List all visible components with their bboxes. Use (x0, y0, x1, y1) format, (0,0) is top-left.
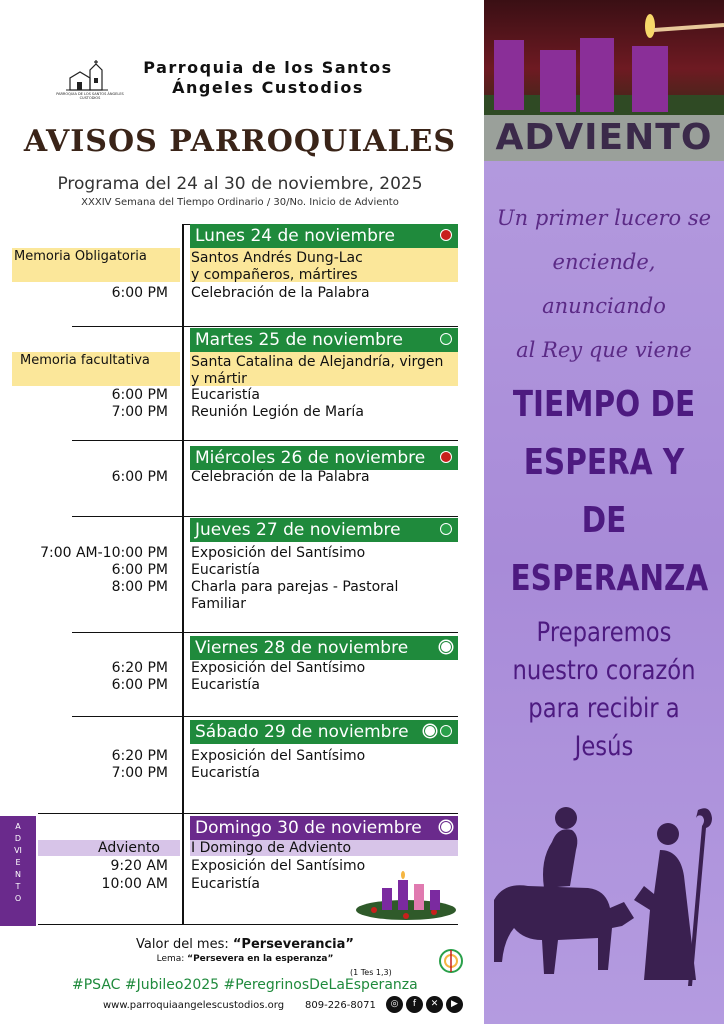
rule (72, 516, 458, 517)
event-time: 8:00 PM (111, 579, 168, 595)
parish-name-line-1: Parroquia de los Santos (143, 58, 393, 77)
event-name: Celebración de la Palabra (191, 285, 370, 301)
event-time: 7:00 AM-10:00 PM (40, 545, 168, 561)
prep-line: nuestro corazón (512, 655, 696, 686)
day-header-label: Martes 25 de noviembre (195, 330, 403, 350)
day-header-label: Sábado 29 de noviembre (195, 722, 409, 742)
rule (38, 924, 458, 925)
event-name: Eucaristía (191, 677, 260, 693)
holy-family-silhouette-icon (484, 790, 724, 1020)
day-header-label: Jueves 27 de noviembre (195, 520, 401, 540)
event-name: Exposición del Santísimo (191, 545, 366, 561)
event-time: 10:00 AM (101, 876, 168, 892)
memoria-saint: Santos Andrés Dung-Lac (191, 250, 363, 266)
script-line: enciende, anunciando (542, 250, 666, 318)
day-header-label: Domingo 30 de noviembre (195, 818, 422, 838)
white-liturgical-dot-icon (440, 821, 452, 833)
x-icon[interactable]: ✕ (426, 996, 443, 1013)
day-header-tuesday (190, 328, 458, 352)
parish-logo (56, 60, 124, 104)
motto-prefix: Lema: (156, 954, 188, 964)
white-liturgical-dot-icon (424, 725, 436, 737)
schedule-divider (182, 224, 184, 924)
advent-wreath-image (354, 870, 458, 922)
page-title: AVISOS PARROQUIALES (23, 124, 457, 159)
motto (80, 954, 410, 964)
event-name: Celebración de la Palabra (191, 469, 370, 485)
hashtags: #PSAC #Jubileo2025 #PeregrinosDeLaEsperanza (72, 977, 418, 993)
bible-citation: (1 Tes 1,3) (350, 968, 392, 977)
program-dates: Programa del 24 al 30 de noviembre, 2025 (57, 174, 423, 194)
advent-wreath-icon (354, 870, 458, 922)
tiempo-heading (510, 376, 709, 608)
script-line: Un primer lucero se (496, 206, 712, 230)
red-liturgical-dot-icon (440, 451, 452, 463)
value-of-month (80, 937, 410, 952)
value-prefix: Valor del mes: (136, 937, 233, 952)
website-link[interactable]: www.parroquiaangelescustodios.org (103, 1000, 285, 1011)
day-header-label: Miércoles 26 de noviembre (195, 448, 426, 468)
event-time: 7:00 PM (111, 765, 168, 781)
event-name: Familiar (191, 596, 246, 612)
event-time: 7:00 PM (111, 404, 168, 420)
event-time: 6:00 PM (111, 677, 168, 693)
liturgical-week: XXXIV Semana del Tiempo Ordinario / 30/No. Inicio de Adviento (81, 197, 399, 208)
prep-line: Preparemos (536, 617, 672, 648)
tiempo-line: ESPERA Y DE (523, 442, 685, 541)
event-name: Exposición del Santísimo (191, 660, 366, 676)
day-header-sunday (190, 816, 458, 840)
tiempo-line: ESPERANZA (510, 558, 709, 599)
advent-script-text (490, 196, 718, 372)
event-name: Charla para parejas - Pastoral (191, 579, 399, 595)
event-time: 6:00 PM (111, 562, 168, 578)
memoria-saint: y compañeros, mártires (191, 267, 358, 283)
memoria-label: Adviento (98, 840, 160, 856)
event-name: Exposición del Santísimo (191, 858, 366, 874)
preparemos-text (508, 614, 700, 766)
day-header-friday (190, 636, 458, 660)
facebook-icon[interactable]: f (406, 996, 423, 1013)
memoria-saint: y mártir (191, 371, 247, 387)
tiempo-line: TIEMPO DE (512, 384, 696, 425)
instagram-icon[interactable]: ◎ (386, 996, 403, 1013)
phone-number[interactable]: 809-226-8071 (305, 1000, 376, 1011)
day-header-thursday (190, 518, 458, 542)
green-liturgical-dot-icon (440, 333, 452, 345)
white-liturgical-dot-icon (440, 641, 452, 653)
holy-family-silhouette (484, 790, 724, 1020)
event-name: Eucaristía (191, 765, 260, 781)
green-liturgical-dot-icon (440, 725, 452, 737)
event-name: Eucaristía (191, 562, 260, 578)
parish-name-line-2: Ángeles Custodios (172, 78, 364, 97)
rule (72, 716, 458, 717)
prep-line: para recibir a (528, 693, 680, 724)
rule (72, 632, 458, 633)
advent-candles-icon (484, 0, 724, 115)
youtube-icon[interactable]: ▶ (446, 996, 463, 1013)
day-header-monday (190, 224, 458, 248)
day-header-saturday (190, 720, 458, 744)
memoria-label: Memoria facultativa (20, 353, 150, 368)
jubilee-logo-icon (438, 948, 464, 974)
adviento-title: ADVIENTO (495, 117, 713, 158)
event-time: 9:20 AM (110, 858, 168, 874)
event-name: Eucaristía (191, 387, 260, 403)
memoria-label: Memoria Obligatoria (14, 249, 147, 264)
adviento-vertical-text: ADVIENTO (14, 822, 22, 903)
event-time: 6:00 PM (111, 469, 168, 485)
script-line: al Rey que viene (516, 338, 692, 362)
day-header-label: Lunes 24 de noviembre (195, 226, 395, 246)
memoria-saint: Santa Catalina de Alejandría, virgen (191, 354, 444, 370)
logo-caption: PARROQUIA DE LOS SANTOS ÁNGELES CUSTODIOS (56, 92, 124, 100)
red-liturgical-dot-icon (440, 229, 452, 241)
rule (72, 326, 458, 327)
event-time: 6:20 PM (111, 660, 168, 676)
jubilee-logo (438, 948, 464, 974)
motto-text: “Persevera en la esperanza” (187, 954, 334, 964)
value-word: “Perseverancia” (232, 937, 354, 952)
event-time: 6:00 PM (111, 387, 168, 403)
advent-candles-photo (484, 0, 724, 115)
prep-line: Jesús (574, 731, 634, 762)
event-time: 6:20 PM (111, 748, 168, 764)
event-time: 6:00 PM (111, 285, 168, 301)
parish-name (118, 58, 418, 98)
event-name: Eucaristía (191, 876, 260, 892)
event-name: Reunión Legión de María (191, 404, 364, 420)
rule (38, 813, 458, 814)
rule (72, 440, 458, 441)
green-liturgical-dot-icon (440, 523, 452, 535)
day-header-wednesday (190, 446, 458, 470)
memoria-saint: I Domingo de Adviento (191, 840, 352, 856)
day-header-label: Viernes 28 de noviembre (195, 638, 409, 658)
event-name: Exposición del Santísimo (191, 748, 366, 764)
